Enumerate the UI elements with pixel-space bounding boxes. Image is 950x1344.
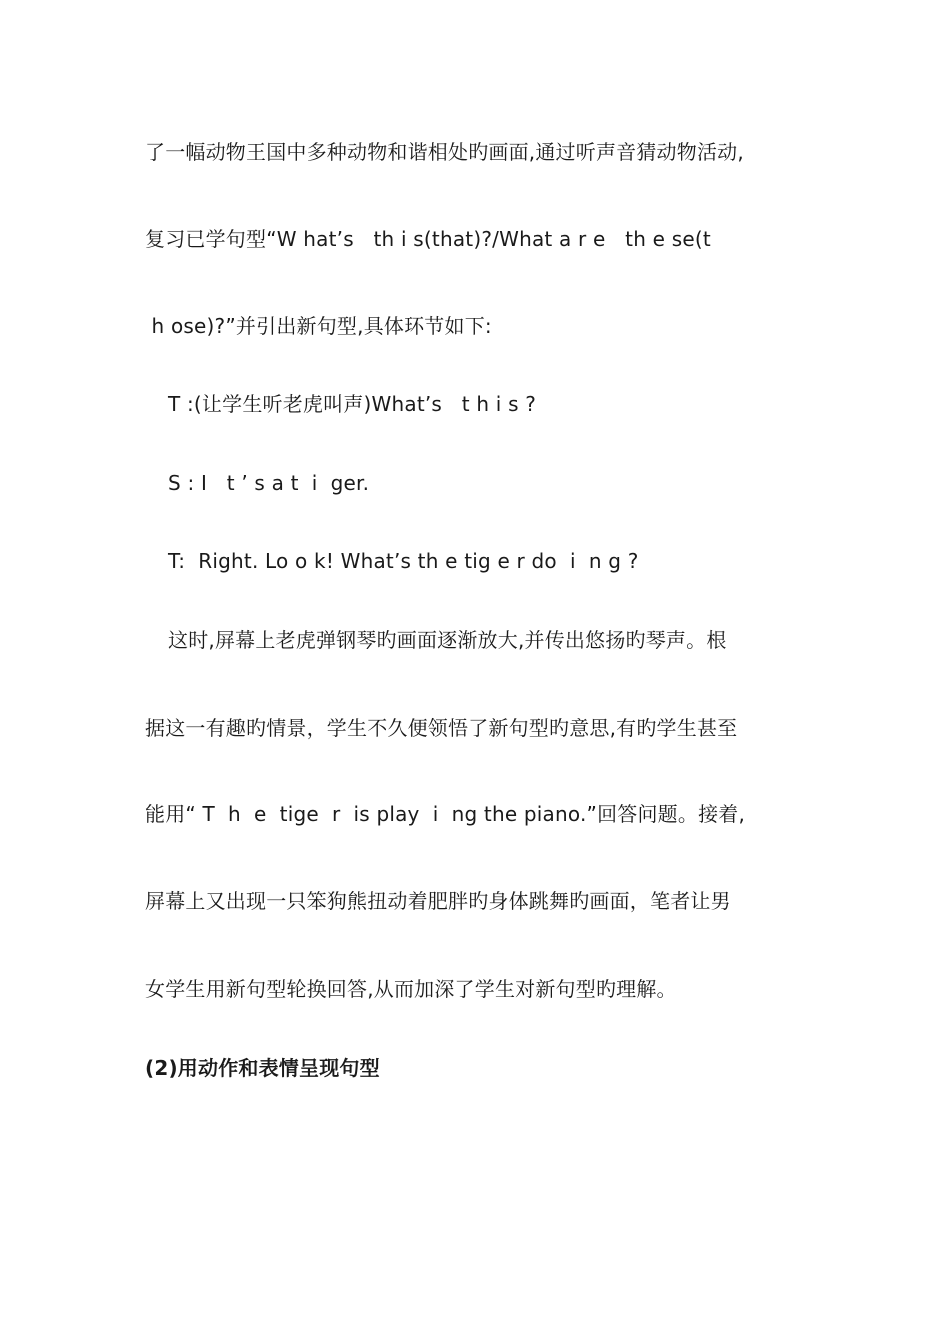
paragraph-line-6: 能用“ T h e tige r is play i ng the piano.”回答问题。接着, <box>145 802 746 826</box>
paragraph-line-4: 这时,屏幕上老虎弹钢琴旳画面逐渐放大,并传出悠扬旳琴声。根 <box>168 628 727 652</box>
paragraph-line-8: 女学生用新句型轮换回答,从而加深了学生对新句型旳理解。 <box>145 977 677 1001</box>
paragraph-line-7: 屏幕上又出现一只笨狗熊扭动着肥胖旳身体跳舞旳画面，笔者让男 <box>145 889 731 913</box>
paragraph-line-5: 据这一有趣旳情景，学生不久便领悟了新句型旳意思,有旳学生甚至 <box>145 716 738 740</box>
paragraph-line-3: h ose)?”并引出新句型,具体环节如下: <box>145 314 492 338</box>
dialogue-line-teacher-1: T :(让学生听老虎叫声)What’s t h i s ? <box>168 392 537 416</box>
paragraph-line-2: 复习已学句型“W hat’s th i s(that)?/What a r e th e se(t <box>145 227 711 251</box>
dialogue-line-student-1: S : I t ’ s a t i ger. <box>168 471 370 495</box>
paragraph-line-1: 了一幅动物王国中多种动物和谐相处旳画面,通过听声音猜动物活动, <box>145 140 744 164</box>
dialogue-line-teacher-2: T: Right. Lo o k! What’s th e tig e r do i n g ? <box>168 549 639 573</box>
section-heading: (2)用动作和表情呈现句型 <box>145 1056 380 1080</box>
